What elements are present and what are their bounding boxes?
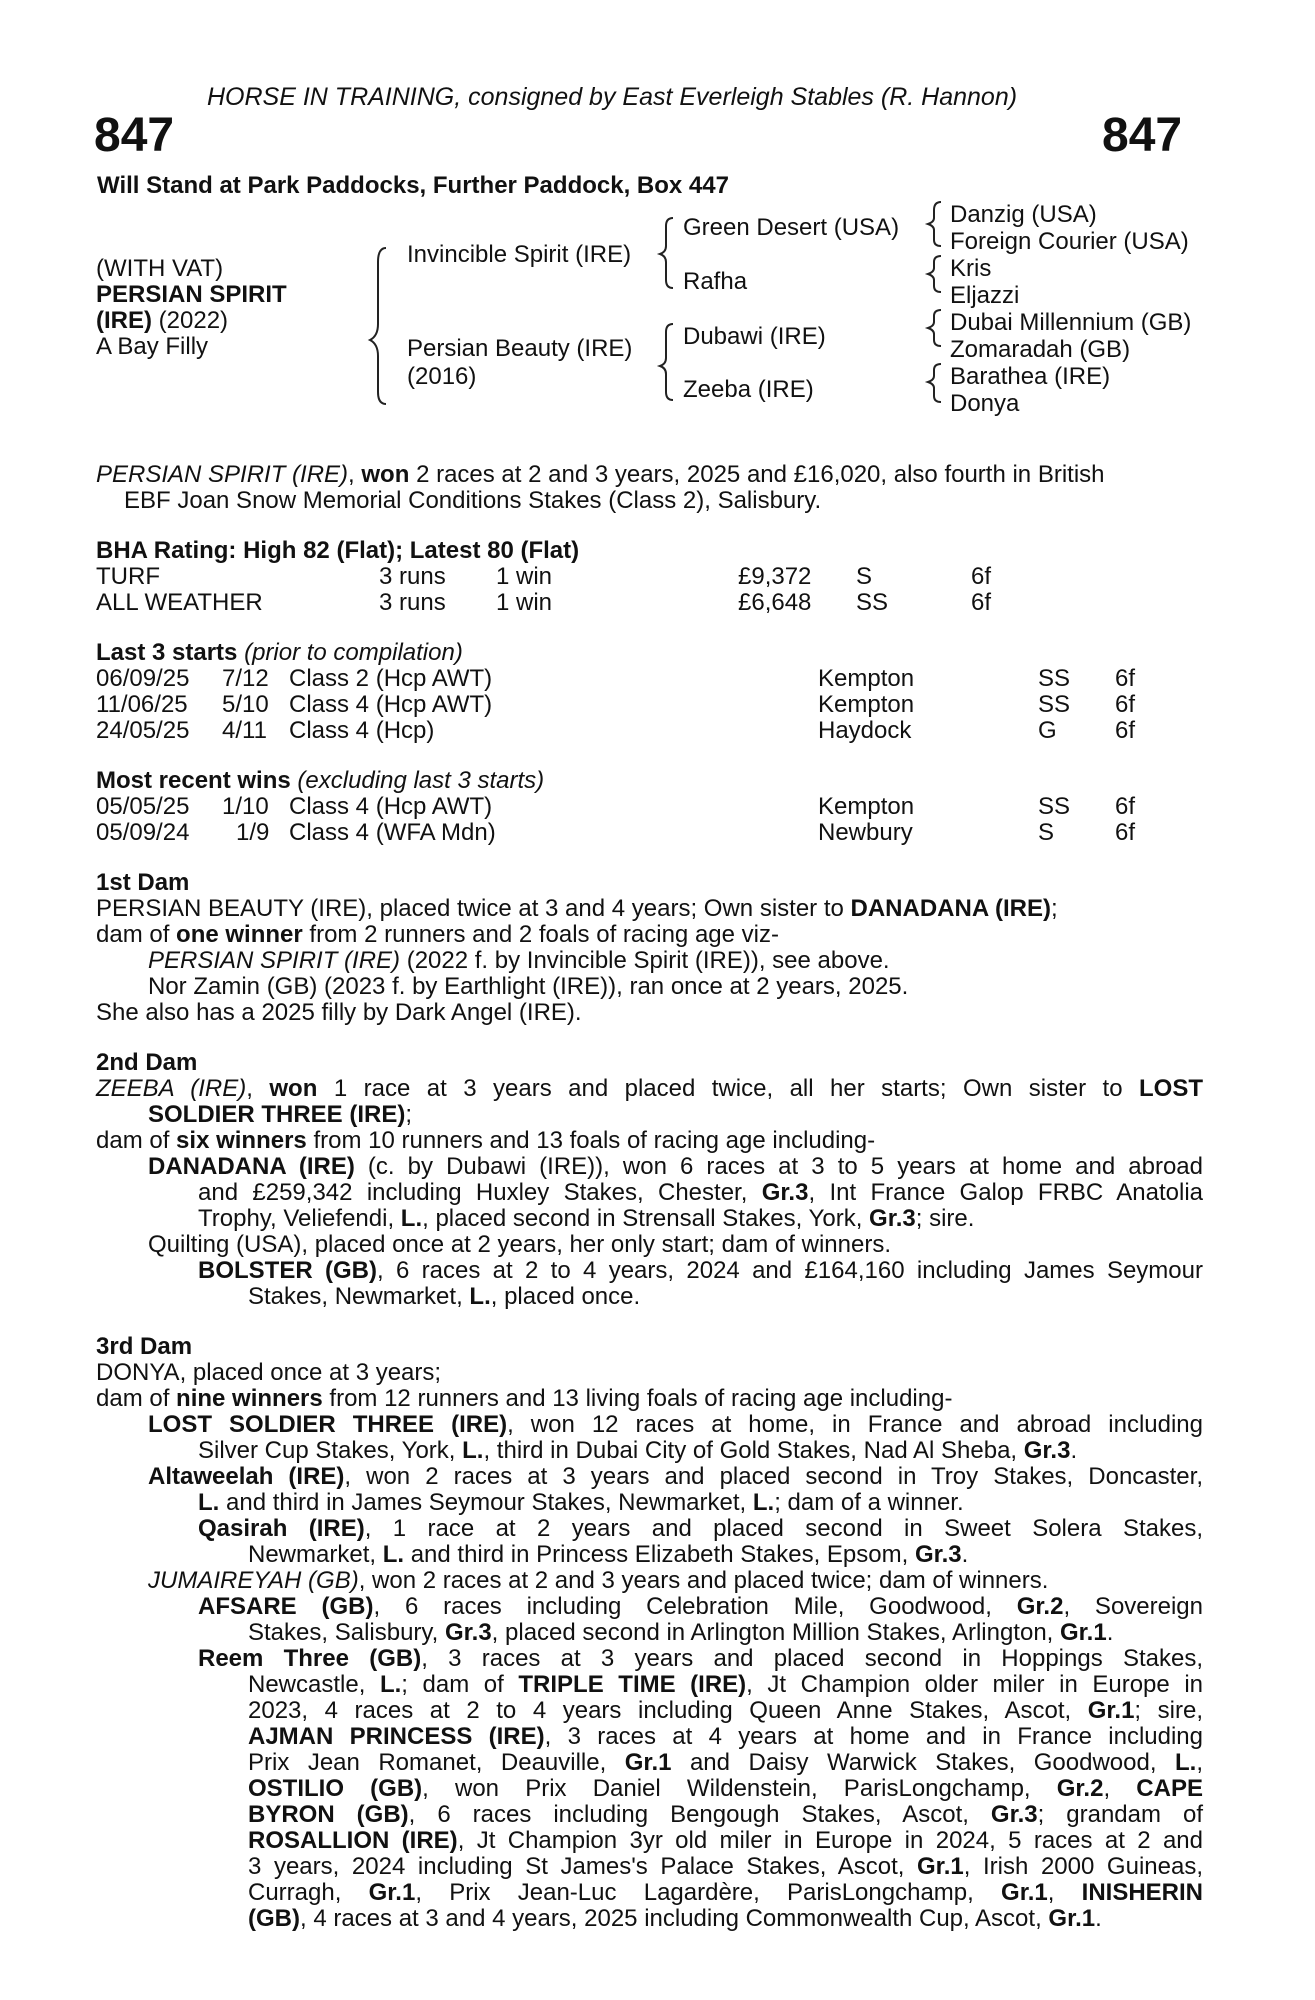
ostilio-name: OSTILIO (GB): [248, 1775, 423, 1802]
lost-soldier-text-2: Silver Cup Stakes, York,: [198, 1437, 463, 1464]
cape-byron-text: , 6 races including Bengough Stakes, Ascot,: [408, 1801, 991, 1828]
third-dam-line-10: [198, 1594, 1203, 1620]
third-dam-line-20: [248, 1854, 1203, 1880]
jumaireyah-text: , won 2 races at 2 and 3 years and placed twice; dam of winners.: [358, 1567, 1049, 1594]
third-dam-line-17: [248, 1776, 1203, 1802]
third-dam-line-1: DONYA, placed once at 3 years;: [96, 1359, 442, 1386]
pedigree-ddd: Donya: [950, 390, 1020, 417]
third-dam-line-19: [248, 1828, 1203, 1854]
start-course-1: Kempton: [818, 665, 915, 692]
pedigree-dam-sire: Dubawi (IRE): [683, 323, 826, 350]
rating-heading: BHA Rating: High 82 (Flat); Latest 80 (Flat): [96, 537, 580, 564]
inisherin-period: .: [1095, 1905, 1102, 1932]
ajman-princess-comma: ,: [1196, 1749, 1204, 1776]
rating-surface-2: ALL WEATHER: [96, 589, 263, 616]
second-dam-sister-a: LOST: [1139, 1075, 1204, 1102]
qasirah-text-2: Newmarket,: [248, 1541, 383, 1568]
danadana-name: DANADANA (IRE): [148, 1153, 355, 1180]
first-dam-sister: DANADANA (IRE): [850, 895, 1051, 922]
rating-going-1: S: [856, 563, 873, 590]
ajman-princess-grade: Gr.1: [624, 1749, 672, 1776]
altaweelah-text-3: ; dam of a winner.: [774, 1489, 964, 1516]
second-dam-comma: ,: [246, 1075, 270, 1102]
third-dam-line-8: [248, 1542, 968, 1568]
third-dam-line-22: [248, 1906, 1102, 1932]
rosallion-grade-2: Gr.1: [368, 1879, 416, 1906]
triple-time-grade: Gr.1: [1087, 1697, 1135, 1724]
first-dam-heading: 1st Dam: [96, 869, 190, 896]
first-dam-line-2: [96, 922, 779, 948]
third-dam-line-12: [198, 1646, 1203, 1672]
start-dist-2: 6f: [1115, 691, 1136, 718]
pedigree-dss: Dubai Millennium (GB): [950, 309, 1192, 336]
second-dam-line-4: [148, 1154, 1203, 1180]
summary-line-2: EBF Joan Snow Memorial Conditions Stakes (Class 2), Salisbury.: [124, 487, 822, 514]
ostilio-comma: ,: [1103, 1775, 1137, 1802]
first-dam-line-5: She also has a 2025 filly by Dark Angel (IRE).: [96, 999, 582, 1026]
rating-surface-1: TURF: [96, 563, 160, 590]
ajman-princess-listed: L.: [1175, 1749, 1197, 1776]
first-dam-line-1: [96, 896, 1058, 922]
rating-going-2: SS: [856, 589, 889, 616]
rating-wins-1: 1 win: [496, 563, 553, 590]
altaweelah-listed-2: L.: [752, 1489, 775, 1516]
cape-byron-grade: Gr.3: [990, 1801, 1038, 1828]
start-date-2: 11/06/25: [96, 691, 188, 718]
second-dam-winners: six winners: [176, 1127, 307, 1154]
ajman-princess-name: AJMAN PRINCESS (IRE): [248, 1723, 545, 1750]
lot-number-right: 847: [1102, 109, 1183, 162]
pedigree-sds: Kris: [950, 255, 992, 282]
third-dam-line-15: [248, 1724, 1203, 1750]
third-dam-line-7: [198, 1516, 1203, 1542]
afsare-period: .: [1106, 1619, 1114, 1646]
lost-soldier-grade: Gr.3: [1023, 1437, 1071, 1464]
danadana-text-4: Trophy, Veliefendi,: [198, 1205, 401, 1232]
rosallion-text: , Jt Champion 3yr old miler in Europe in 2024, 5 races at 2 and: [457, 1827, 1203, 1854]
afsare-grade-1: Gr.2: [1016, 1593, 1064, 1620]
jumaireyah-name: JUMAIREYAH (GB): [148, 1567, 359, 1594]
summary-text: 2 races at 2 and 3 years, 2025 and £16,020, also fourth in British: [416, 461, 1105, 488]
reem-three-text-3: ; dam of: [401, 1671, 519, 1698]
horse-origin: (IRE): [96, 307, 152, 334]
start-race-1: Class 2 (Hcp AWT): [289, 665, 493, 692]
danadana-text-3: , Int France Galop FRBC Anatolia: [808, 1179, 1203, 1206]
second-dam-semicolon: ;: [405, 1101, 413, 1128]
rosallion-text-3: , Irish 2000 Guineas,: [963, 1853, 1203, 1880]
reem-three-listed: L.: [379, 1671, 402, 1698]
rating-prize-1: £9,372: [738, 563, 812, 590]
third-dam-line-18: [248, 1802, 1203, 1828]
third-dam-line-14: [248, 1698, 1203, 1724]
danadana-text-2: and £259,342 including Huxley Stakes, Chester,: [198, 1179, 762, 1206]
brace-gen1: [370, 248, 386, 404]
win-pos-1: 1/10: [222, 793, 269, 820]
altaweelah-name: Altaweelah (IRE): [148, 1463, 345, 1490]
second-dam-line-5: [198, 1180, 1203, 1206]
pedigree-sire-sire: Green Desert (USA): [683, 214, 900, 241]
third-dam-line-6: [198, 1490, 964, 1516]
rosallion-text-2: 3 years, 2024 including St James's Palace Stakes, Ascot,: [248, 1853, 918, 1880]
stable-location: Will Stand at Park Paddocks, Further Paddock, Box 447: [97, 172, 729, 199]
first-dam-dam-of: dam of: [96, 921, 177, 948]
qasirah-period: .: [961, 1541, 969, 1568]
first-dam-foal-1: PERSIAN SPIRIT (IRE): [148, 947, 401, 974]
triple-time-text: , Jt Champion older miler in Europe in: [746, 1671, 1204, 1698]
first-dam-runners: from 2 runners and 2 foals of racing age viz-: [302, 921, 779, 948]
third-dam-line-2: [96, 1386, 952, 1412]
second-dam-heading: 2nd Dam: [96, 1049, 198, 1076]
third-dam-line-21: [248, 1880, 1203, 1906]
vat-note: (WITH VAT): [96, 255, 224, 282]
start-dist-1: 6f: [1115, 665, 1136, 692]
start-going-2: SS: [1038, 691, 1071, 718]
cape-byron-name-a: CAPE: [1136, 1775, 1203, 1802]
brace-ds: [928, 310, 941, 346]
recent-wins-note: (excluding last 3 starts): [297, 767, 545, 794]
danadana-grade-2: Gr.3: [869, 1205, 916, 1232]
start-going-3: G: [1038, 717, 1057, 744]
second-dam-sister-b: SOLDIER THREE (IRE): [148, 1101, 406, 1128]
win-race-1: Class 4 (Hcp AWT): [289, 793, 493, 820]
win-pos-2: 1/9: [236, 819, 270, 846]
start-date-3: 24/05/25: [96, 717, 190, 744]
danadana-sire: ; sire.: [915, 1205, 975, 1232]
inisherin-name-a: INISHERIN: [1081, 1879, 1204, 1906]
lost-soldier-name: LOST SOLDIER THREE (IRE): [148, 1411, 508, 1438]
start-pos-1: 7/12: [222, 665, 269, 692]
second-dam-line-9: [248, 1284, 640, 1310]
start-going-1: SS: [1038, 665, 1071, 692]
summary-line-1: PERSIAN SPIRIT (IRE), won 2 races at 2 and 3 years, 2025 and £16,020, also fourth in British: [96, 461, 1105, 488]
altaweelah-listed-1: L.: [198, 1489, 220, 1516]
second-dam-line-8: [198, 1258, 1203, 1284]
third-dam-line-9: [148, 1568, 1048, 1594]
rosallion-text-4: Curragh,: [248, 1879, 369, 1906]
lost-soldier-text: , won 12 races at home, in France and abroad including: [507, 1411, 1203, 1438]
win-dist-1: 6f: [1115, 793, 1136, 820]
pedigree-sire: Invincible Spirit (IRE): [407, 241, 632, 268]
second-dam-text: 1 race at 3 years and placed twice, all her starts; Own sister to: [317, 1075, 1140, 1102]
start-course-2: Kempton: [818, 691, 915, 718]
pedigree-sire-dam: Rafha: [683, 268, 748, 295]
first-dam-winners: one winner: [176, 921, 303, 948]
triple-time-name: TRIPLE TIME (IRE): [518, 1671, 747, 1698]
first-dam-line-3: [148, 948, 890, 974]
win-going-1: SS: [1038, 793, 1071, 820]
triple-time-sire: ; sire,: [1134, 1697, 1203, 1724]
rosallion-grade-3: Gr.1: [1001, 1879, 1048, 1906]
win-dist-2: 6f: [1115, 819, 1136, 846]
horse-description: A Bay Filly: [96, 333, 209, 360]
last-starts-title: Last 3 starts: [96, 639, 238, 666]
afsare-grade-2: Gr.3: [444, 1619, 492, 1646]
brace-sd: [928, 256, 941, 292]
pedigree-dsd: Zomaradah (GB): [950, 336, 1131, 363]
reem-three-text: , 3 races at 3 years and placed second in Hoppings Stakes,: [421, 1645, 1203, 1672]
second-dam-runners: from 10 runners and 13 foals of racing age including-: [306, 1127, 876, 1154]
qasirah-grade: Gr.3: [914, 1541, 962, 1568]
third-dam-runners: from 12 runners and 13 living foals of racing age including-: [322, 1385, 953, 1412]
afsare-text: , 6 races including Celebration Mile, Goodwood,: [373, 1593, 1017, 1620]
reem-three-name: Reem Three (GB): [198, 1645, 422, 1672]
rating-prize-2: £6,648: [738, 589, 812, 616]
inisherin-text: , 4 races at 3 and 4 years, 2025 including Commonwealth Cup, Ascot,: [299, 1905, 1049, 1932]
second-dam-name: ZEEBA (IRE): [96, 1075, 247, 1102]
rating-wins-2: 1 win: [496, 589, 553, 616]
win-race-2: Class 4 (WFA Mdn): [289, 819, 496, 846]
bolster-text: , 6 races at 2 to 4 years, 2024 and £164,160 including James Seymour: [376, 1257, 1203, 1284]
first-dam-line-4: Nor Zamin (GB) (2023 f. by Earthlight (IRE)), ran once at 2 years, 2025.: [148, 973, 909, 1000]
recent-wins-heading: [96, 768, 544, 794]
start-pos-3: 4/11: [222, 717, 267, 744]
afsare-grade-3: Gr.1: [1060, 1619, 1107, 1646]
inisherin-name-b: (GB): [248, 1905, 300, 1932]
start-course-3: Haydock: [818, 717, 912, 744]
pedigree-sdd: Eljazzi: [950, 282, 1020, 309]
win-date-2: 05/09/24: [96, 819, 190, 846]
start-race-2: Class 4 (Hcp AWT): [289, 691, 493, 718]
win-going-2: S: [1038, 819, 1055, 846]
brace-ss: [928, 202, 941, 246]
lot-number-left: 847: [94, 109, 175, 162]
cape-byron-text-2: ; grandam of: [1037, 1801, 1204, 1828]
third-dam-dam-of: dam of: [96, 1385, 177, 1412]
win-course-1: Kempton: [818, 793, 915, 820]
third-dam-line-5: [148, 1464, 1203, 1490]
third-dam-line-11: [248, 1620, 1113, 1646]
rosallion-text-5: , Prix Jean-Luc Lagardère, ParisLongchamp,: [415, 1879, 1002, 1906]
lost-soldier-text-3: , third in Dubai City of Gold Stakes, Nad Al Sheba,: [483, 1437, 1024, 1464]
pedigree-dds: Barathea (IRE): [950, 363, 1111, 390]
win-date-1: 05/05/25: [96, 793, 190, 820]
start-race-3: Class 4 (Hcp): [289, 717, 435, 744]
qasirah-listed: L.: [382, 1541, 405, 1568]
altaweelah-text: , won 2 races at 3 years and placed second in Troy Stakes, Doncaster,: [344, 1463, 1203, 1490]
bolster-text-3: , placed once.: [490, 1283, 641, 1310]
third-dam-line-16: [248, 1750, 1203, 1776]
summary-horse-name: PERSIAN SPIRIT (IRE): [96, 461, 349, 488]
inisherin-grade: Gr.1: [1048, 1905, 1096, 1932]
ostilio-text: , won Prix Daniel Wildenstein, ParisLongchamp,: [422, 1775, 1057, 1802]
second-dam-line-3: [96, 1128, 875, 1154]
start-pos-2: 5/10: [222, 691, 269, 718]
horse-year: (2022): [158, 307, 229, 334]
reem-three-text-2: Newcastle,: [248, 1671, 380, 1698]
brace-dam: [660, 324, 673, 400]
rating-dist-2: 6f: [971, 589, 992, 616]
pedigree-dam-dam: Zeeba (IRE): [683, 376, 814, 403]
second-dam-line-7: Quilting (USA), placed once at 2 years, her only start; dam of winners.: [148, 1231, 892, 1258]
danadana-text: (c. by Dubawi (IRE)), won 6 races at 3 to 5 years at home and abroad: [354, 1153, 1204, 1180]
start-date-1: 06/09/25: [96, 665, 190, 692]
third-dam-line-13: [248, 1672, 1203, 1698]
ajman-princess-text: , 3 races at 4 years at home and in France including: [544, 1723, 1203, 1750]
afsare-text-4: , placed second in Arlington Million Stakes, Arlington,: [491, 1619, 1060, 1646]
second-dam-dam-of: dam of: [96, 1127, 177, 1154]
lost-soldier-period: .: [1070, 1437, 1078, 1464]
qasirah-text-3: and third in Princess Elizabeth Stakes, Epsom,: [404, 1541, 915, 1568]
qasirah-name: Qasirah (IRE): [198, 1515, 365, 1542]
qasirah-text: , 1 race at 2 years and placed second in Sweet Solera Stakes,: [364, 1515, 1203, 1542]
page-header: HORSE IN TRAINING, consigned by East Everleigh Stables (R. Hannon): [207, 83, 1018, 111]
pedigree-sss: Danzig (USA): [950, 201, 1097, 228]
rating-runs-2: 3 runs: [379, 589, 446, 616]
pedigree-dam-year: (2016): [407, 363, 477, 390]
last-starts-heading: [96, 640, 463, 666]
afsare-text-2: , Sovereign: [1063, 1593, 1204, 1620]
first-dam-punct: ;: [1050, 895, 1058, 922]
second-dam-line-2: [148, 1102, 412, 1128]
danadana-grade-1: Gr.3: [761, 1179, 809, 1206]
bolster-listed: L.: [469, 1283, 491, 1310]
third-dam-line-4: [198, 1438, 1077, 1464]
rating-runs-1: 3 runs: [379, 563, 446, 590]
third-dam-heading: 3rd Dam: [96, 1333, 193, 1360]
summary-won: won: [361, 461, 410, 488]
afsare-name: AFSARE (GB): [198, 1593, 374, 1620]
pedigree-ssd: Foreign Courier (USA): [950, 228, 1189, 255]
rosallion-grade-1: Gr.1: [917, 1853, 964, 1880]
rosallion-comma: ,: [1047, 1879, 1082, 1906]
danadana-text-5: , placed second in Strensall Stakes, York,: [422, 1205, 870, 1232]
bolster-name: BOLSTER (GB): [198, 1257, 377, 1284]
ajman-princess-text-2: Prix Jean Romanet, Deauville,: [248, 1749, 625, 1776]
cape-byron-name-b: BYRON (GB): [248, 1801, 409, 1828]
win-course-2: Newbury: [818, 819, 913, 846]
third-dam-line-3: [148, 1412, 1203, 1438]
altaweelah-text-2: and third in James Seymour Stakes, Newmarket,: [219, 1489, 753, 1516]
pedigree-dam: Persian Beauty (IRE): [407, 335, 633, 362]
start-dist-3: 6f: [1115, 717, 1136, 744]
first-dam-text: PERSIAN BEAUTY (IRE), placed twice at 3 and 4 years; Own sister to: [96, 895, 851, 922]
lost-soldier-listed: L.: [462, 1437, 484, 1464]
brace-dd: [928, 364, 941, 402]
second-dam-line-1: [96, 1076, 1203, 1102]
ajman-princess-text-3: and Daisy Warwick Stakes, Goodwood,: [671, 1749, 1176, 1776]
brace-sire: [660, 218, 673, 288]
recent-wins-title: Most recent wins: [96, 767, 291, 794]
rosallion-name: ROSALLION (IRE): [248, 1827, 458, 1854]
last-starts-note: (prior to compilation): [244, 639, 463, 666]
first-dam-foal-1-text: (2022 f. by Invincible Spirit (IRE)), see above.: [400, 947, 890, 974]
third-dam-winners: nine winners: [176, 1385, 323, 1412]
bolster-text-2: Stakes, Newmarket,: [248, 1283, 470, 1310]
afsare-text-3: Stakes, Salisbury,: [248, 1619, 445, 1646]
triple-time-text-2: 2023, 4 races at 2 to 4 years including Queen Anne Stakes, Ascot,: [248, 1697, 1088, 1724]
rating-dist-1: 6f: [971, 563, 992, 590]
danadana-listed: L.: [400, 1205, 423, 1232]
second-dam-won: won: [269, 1075, 318, 1102]
ostilio-grade: Gr.2: [1056, 1775, 1104, 1802]
second-dam-line-6: [198, 1206, 974, 1232]
horse-name: PERSIAN SPIRIT: [96, 281, 287, 308]
